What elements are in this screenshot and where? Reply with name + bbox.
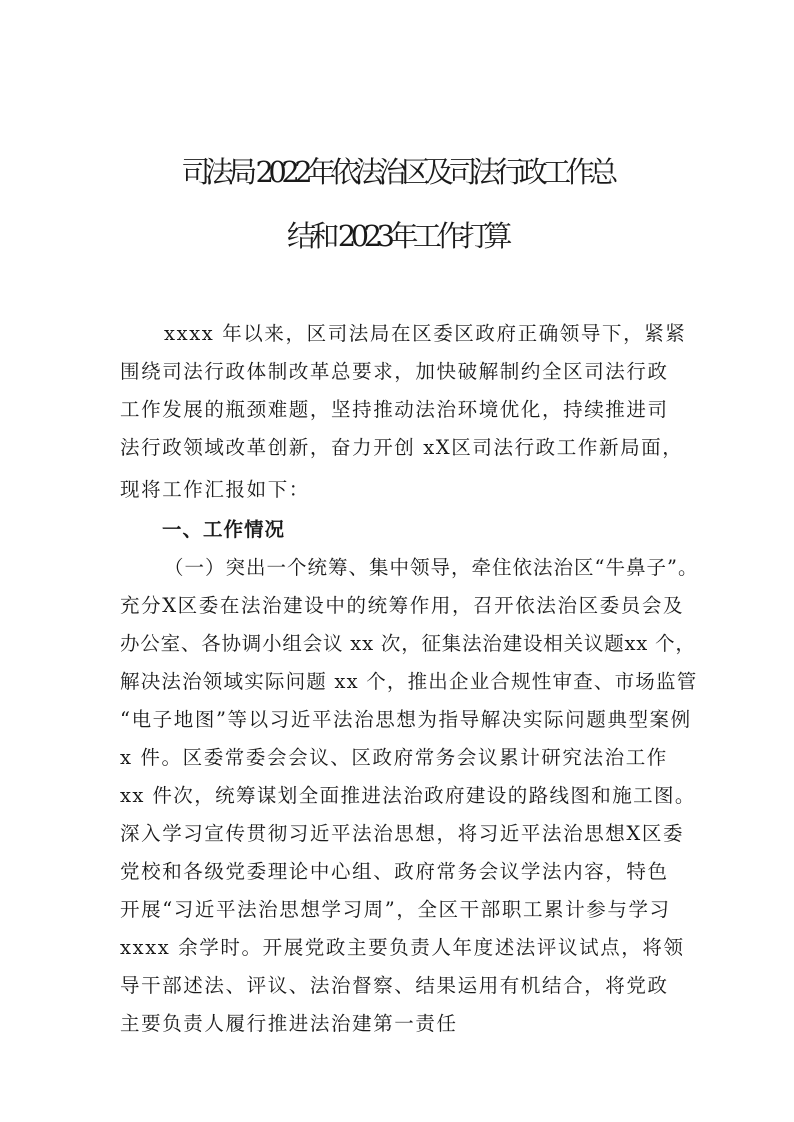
section-line: （一）突出一个统筹、集中领导，牵住依法治区“牛鼻子”。 <box>164 556 699 579</box>
intro-line: 现将工作汇报如下： <box>120 478 310 501</box>
section-line: 开展“习近平法治思想学习周”，全区干部职工累计参与学习 <box>120 898 671 921</box>
section-line: 主要负责人履行推进法治建第一责任 <box>120 1012 458 1035</box>
section-line: 解决法治领域实际问题 xx 个，推出企业合规性审查、市场监管 <box>120 670 698 693</box>
section-line: 深入学习宣传贯彻习近平法治思想，将习近平法治思想X区委 <box>120 822 685 845</box>
section-line: 充分X区委在法治建设中的统筹作用，召开依法治区委员会及 <box>120 594 685 617</box>
section-line: 导干部述法、评议、法治督察、结果运用有机结合，将党政 <box>120 974 669 997</box>
intro-line: 法行政领域改革创新，奋力开创 xX区司法行政工作新局面， <box>120 436 684 459</box>
document-title-line-2: 结和 2023年工作打算 <box>286 219 508 253</box>
section-line: “电子地图”等以习近平法治思想为指导解决实际问题典型案例 <box>120 708 692 731</box>
section-heading: 一、工作情况 <box>162 518 286 541</box>
section-line: x 件。区委常委会会议、区政府常务会议累计研究法治工作 <box>120 746 668 769</box>
section-line: xxxx 余学时。开展党政主要负责人年度述法评议试点，将领 <box>120 936 685 959</box>
document-title-line-1: 司法局 2022年依法治区及司法行政工作总 <box>181 155 613 189</box>
intro-line: 围绕司法行政体制改革总要求，加快破解制约全区司法行政 <box>120 360 669 383</box>
section-line: xx 件次，统筹谋划全面推进法治政府建设的路线图和施工图。 <box>120 784 696 807</box>
section-line: 党校和各级党委理论中心组、政府常务会议学法内容，特色 <box>120 860 669 883</box>
intro-line: 工作发展的瓶颈难题，坚持推动法治环境优化，持续推进司 <box>120 398 669 421</box>
section-line: 办公室、各协调小组会议 xx 次，征集法治建设相关议题xx 个， <box>120 632 696 655</box>
intro-line: xxxx 年以来，区司法局在区委区政府正确领导下，紧紧 <box>164 322 687 345</box>
